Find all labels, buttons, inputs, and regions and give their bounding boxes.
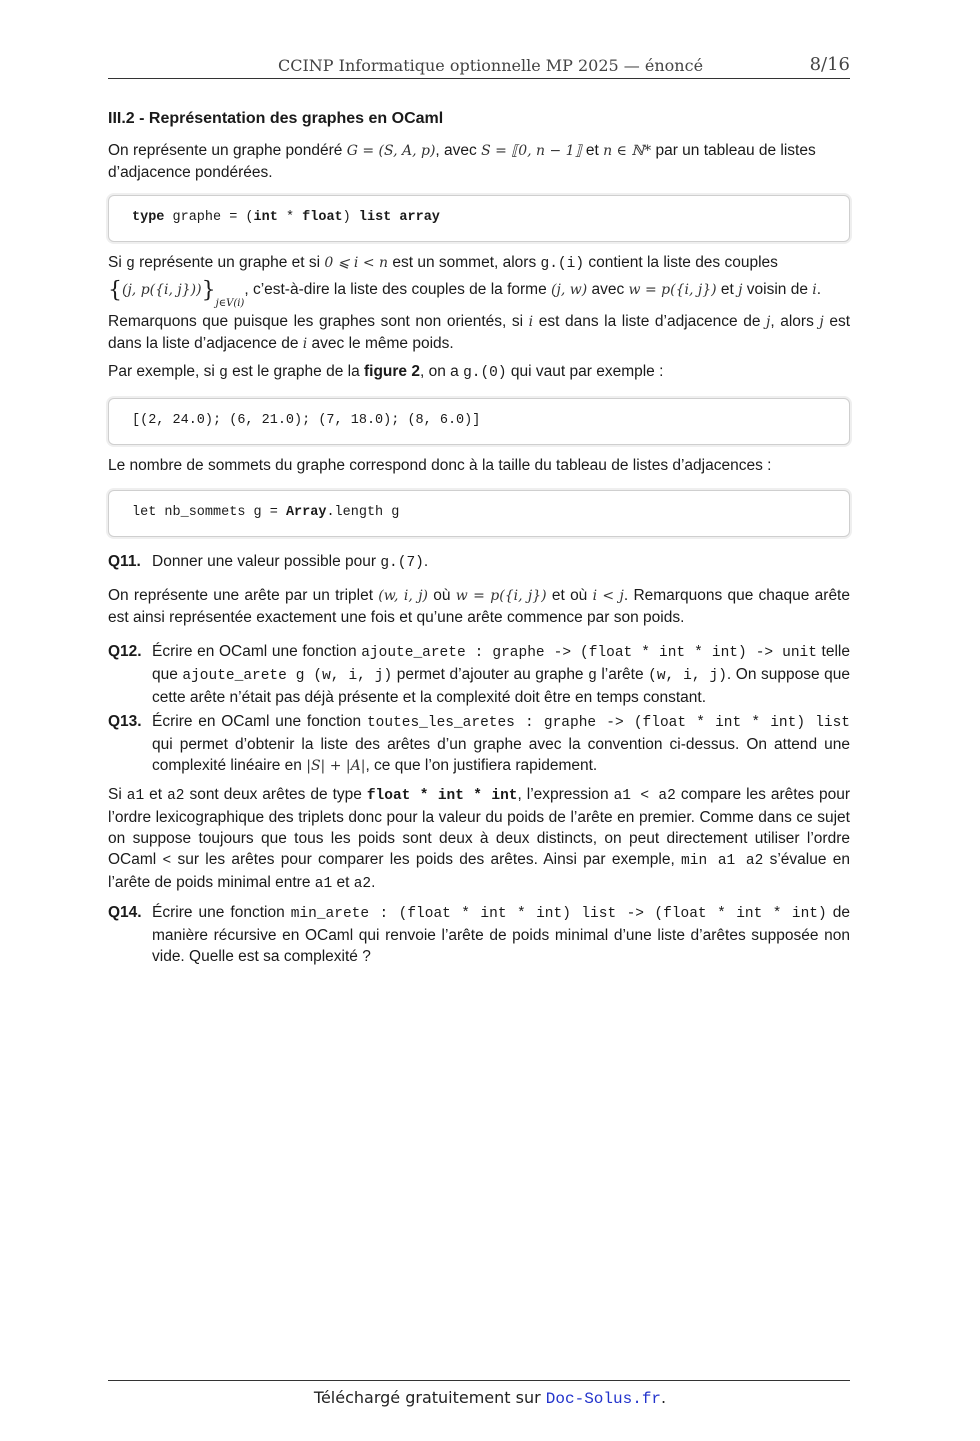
q11-text: Donner une valeur possible pour g.(7). xyxy=(152,553,429,571)
example-paragraph: Par exemple, si g est le graphe de la figure 2, on a g.(0) qui vaut par exemple : xyxy=(108,363,664,381)
undirected-remark: Remarquons que puisque les graphes sont non orientés, si i est dans la liste d’adjacence de j, alors j est dans la liste d’adjacence de i avec le même poids. xyxy=(108,313,850,352)
math-n: n ∈ ℕ* xyxy=(603,143,652,159)
question-q12 xyxy=(108,641,850,708)
page-footer: Téléchargé gratuitement sur Doc-Solus.fr. xyxy=(313,1388,667,1408)
question-q13 xyxy=(108,711,850,777)
adjacency-paragraph: Si g représente un graphe et si 0 ⩽ i < n est un sommet, alors g.(i) contient la liste des couples xyxy=(108,254,778,272)
code-block-type xyxy=(108,195,850,242)
lexicographic-order-paragraph: Si a1 et a2 sont deux arêtes de type float * int * int, l’expression a1 < a2 compare les arêtes pour l’ordre lexicographique des triplets donc pour la valeur du poids de l’arête en premier. Comme dans ce sujet on suppose toujours que tous les poids sont deux à deux distincts, on peut directement utiliser l’ordre OCaml < sur les arêtes pour comparer les poids des arêtes. Ainsi par exemple, min a1 a2 s’évalue en l’arête de poids minimal entre a1 et a2. xyxy=(108,786,850,892)
q11-label: Q11. xyxy=(108,553,141,570)
math-couples: (j, p({i, j})) xyxy=(122,282,202,298)
q14-text: Écrire une fonction min_arete : (float * int * int) list -> (float * int * int) de manière récursive en OCaml qui renvoie l’arête de poids minimal d’une liste d’arêtes supposée non vide. Quelle est sa complexité ? xyxy=(152,904,850,965)
section-title: III.2 - Représentation des graphes en OCaml xyxy=(108,110,444,127)
intro-paragraph: On représente un graphe pondéré G = (S, A, p), avec S = ⟦0, n − 1⟧ et n ∈ ℕ* par un tableau de listes d’adjacence pondérées. xyxy=(108,142,816,181)
math-graph: G = (S, A, p) xyxy=(346,143,436,159)
q12-text: Écrire en OCaml une fonction ajoute_arete : graphe -> (float * int * int) -> unit telle que ajoute_arete g (w, i, j) permet d’ajouter au graphe g l’arête (w, i, j). On suppose que cette arête n’était pas déjà présente et la complexité doit être en temps constant. xyxy=(152,643,850,706)
code-nb-sommets: let nb_sommets g = Array.length g xyxy=(132,505,400,520)
q13-text: Écrire en OCaml une fonction toutes_les_aretes : graphe -> (float * int * int) list qui permet d’obtenir la liste des arêtes d’un graphe avec la convention ci-dessus. On attend une complexité linéaire en |S| + |A|, ce que l’on justifiera rapidement. xyxy=(152,713,850,774)
page-header xyxy=(108,54,850,79)
q13-label: Q13. xyxy=(108,713,142,730)
doc-solus-link[interactable]: Doc-Solus.fr xyxy=(545,1390,662,1408)
edge-representation-paragraph: On représente une arête par un triplet (w, i, j) où w = p({i, j}) et où i < j. Remarquons que chaque arête est ainsi représentée exactement une fois et qu’une arête commence par son poids. xyxy=(108,587,850,626)
footer-rule xyxy=(108,1380,850,1381)
question-q14 xyxy=(108,902,850,967)
math-vertex-set: S = ⟦0, n − 1⟧ xyxy=(481,143,582,159)
q12-label: Q12. xyxy=(108,643,142,660)
page-number: 8/16 xyxy=(809,54,850,75)
code-block-nb-sommets xyxy=(108,490,850,537)
question-q11 xyxy=(108,551,850,574)
header-title: CCINP Informatique optionnelle MP 2025 — énoncé xyxy=(278,56,704,75)
adjacency-paragraph-2: {(j, p({i, $j\}))\}_{j\in V(i)}$, c’est-à-dire la liste des couples de la forme (j, w) avec w = p({i, j}) et j voisin de i. xyxy=(108,278,822,309)
q14-label: Q14. xyxy=(108,904,142,921)
code-example-list: [(2, 24.0); (6, 21.0); (7, 18.0); (8, 6.0)] xyxy=(132,413,481,428)
vertex-count-paragraph: Le nombre de sommets du graphe correspond donc à la taille du tableau de listes d’adjacences : xyxy=(108,457,772,474)
code-type-graphe: type graphe = (int * float) list array xyxy=(132,210,440,225)
code-block-example xyxy=(108,398,850,445)
